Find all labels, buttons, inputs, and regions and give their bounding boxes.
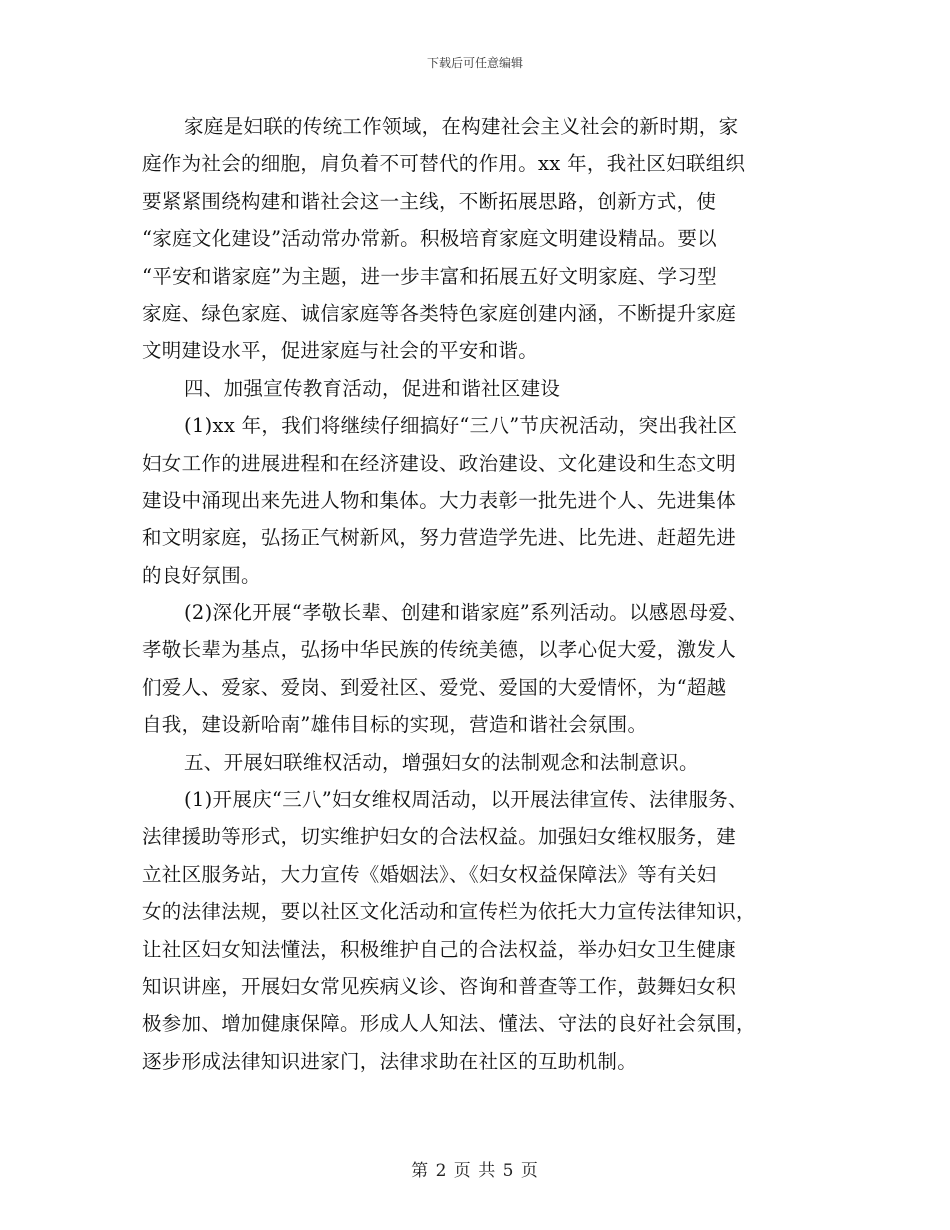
text-line: 建设中涌现出来先进人物和集体。大力表彰一批先进个人、先进集体: [142, 488, 737, 512]
text-line: 女的法律法规，要以社区文化活动和宣传栏为依托大力宣传法律知识，: [142, 900, 756, 924]
text-line: “家庭文化建设”活动常办常新。积极培育家庭文明建设精品。要以: [142, 227, 717, 251]
text-line: 法律援助等形式，切实维护妇女的合法权益。加强妇女维权服务，建: [142, 825, 737, 849]
text-line: 们爱人、爱家、爱岗、到爱社区、爱党、爱国的大爱情怀，为“超越: [142, 675, 727, 699]
text-line: 家庭、绿色家庭、诚信家庭等各类特色家庭创建内涵，不断提升家庭: [142, 301, 737, 325]
page-footer: 第 2 页 共 5 页: [411, 1161, 539, 1181]
text-line: 妇女工作的进展进程和在经济建设、政治建设、文化建设和生态文明: [142, 451, 737, 475]
text-line: “平安和谐家庭”为主题，进一步丰富和拓展五好文明家庭、学习型: [142, 264, 717, 288]
text-line: (1)xx 年，我们将继续仔细搞好“三八”节庆祝活动，突出我社区: [184, 414, 738, 438]
text-line: 让社区妇女知法懂法，积极维护自己的合法权益，举办妇女卫生健康: [142, 937, 737, 961]
text-line: 自我，建设新哈南”雄伟目标的实现，营造和谐社会氛围。: [142, 713, 648, 737]
text-line: 孝敬长辈为基点，弘扬中华民族的传统美德，以孝心促大爱，激发人: [142, 638, 737, 662]
text-line: (2)深化开展“孝敬长辈、创建和谐家庭”系列活动。以感恩母爱、: [184, 601, 748, 625]
text-line: 极参加、增加健康保障。形成人人知法、懂法、守法的良好社会氛围，: [142, 1012, 756, 1036]
text-line: 的良好氛围。: [142, 563, 261, 587]
text-line: 四、加强宣传教育活动，促进和谐社区建设: [184, 376, 561, 400]
text-line: 知识讲座，开展妇女常见疾病义诊、咨询和普查等工作，鼓舞妇女积: [142, 974, 737, 998]
text-line: (1)开展庆“三八”妇女维权周活动，以开展法律宣传、法律服务、: [184, 788, 748, 812]
text-line: 庭作为社会的细胞，肩负着不可替代的作用。xx 年，我社区妇联组织: [142, 152, 746, 176]
text-line: 五、开展妇联维权活动，增强妇女的法制观念和法制意识。: [184, 750, 699, 774]
page-header: 下载后可任意编辑: [426, 56, 523, 70]
text-line: 要紧紧围绕构建和谐社会这一主线，不断拓展思路，创新方式，使: [142, 189, 717, 213]
text-line: 家庭是妇联的传统工作领域，在构建社会主义社会的新时期，家: [184, 115, 739, 138]
text-line: 和文明家庭，弘扬正气树新风，努力营造学先进、比先进、赶超先进: [142, 526, 737, 550]
text-line: 逐步形成法律知识进家门，法律求助在社区的互助机制。: [142, 1049, 638, 1073]
text-line: 立社区服务站，大力宣传《婚姻法》、《妇女权益保障法》等有关妇: [142, 862, 717, 886]
document-body: [142, 108, 814, 1080]
text-line: 文明建设水平，促进家庭与社会的平安和谐。: [142, 339, 539, 363]
